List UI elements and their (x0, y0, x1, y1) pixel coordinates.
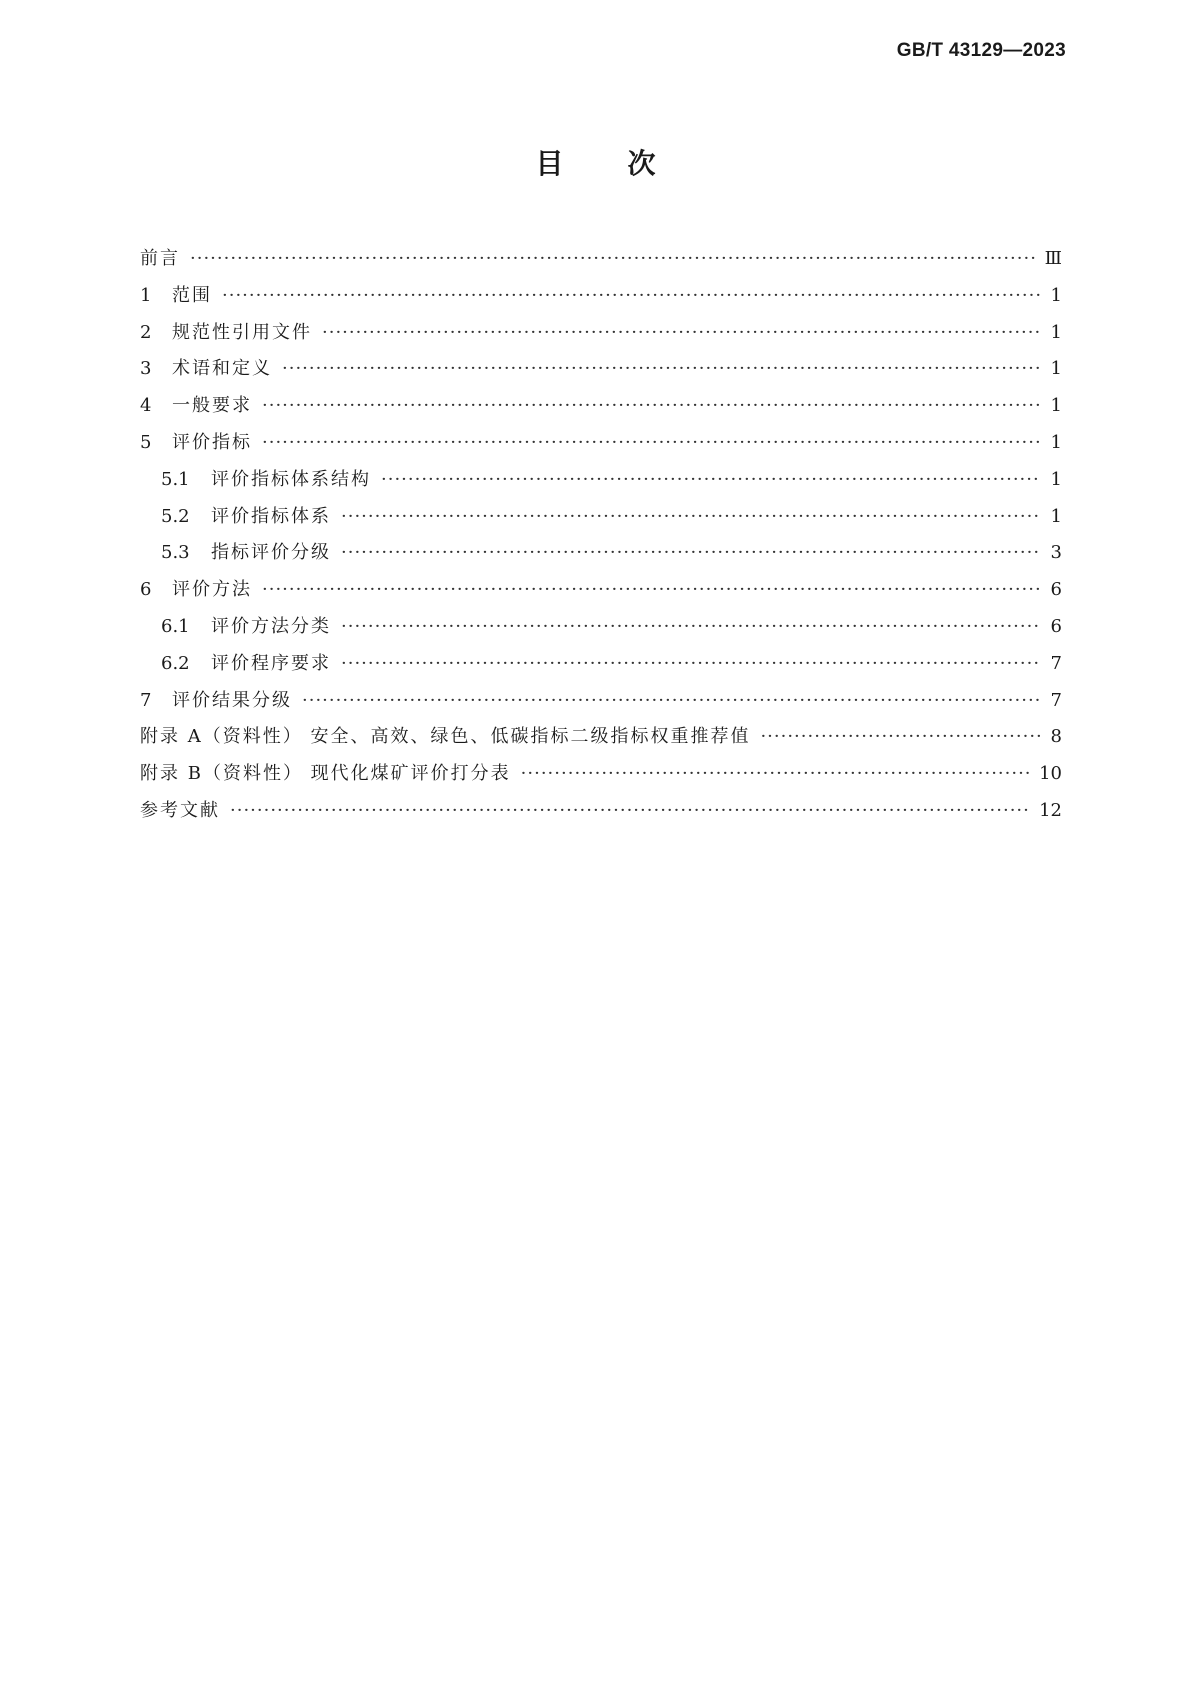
toc-entry-label: 评价方法 (172, 579, 252, 601)
toc-entry-label: 一般要求 (172, 395, 252, 417)
toc-entry[interactable] (140, 683, 1062, 720)
toc-entry-page: 7 (1050, 652, 1062, 674)
dot-leader (230, 793, 1029, 830)
dot-leader (262, 388, 1040, 425)
toc-entry-number: 1 (140, 284, 152, 306)
dot-leader (322, 315, 1040, 352)
toc-entry-number: 6.1 (161, 615, 190, 637)
toc-entry-page: 10 (1039, 763, 1062, 785)
toc-entry[interactable] (140, 646, 1062, 683)
toc-entry-label: 前言 (140, 248, 180, 269)
toc-entry-label: 评价指标 (172, 431, 252, 453)
dot-leader (302, 683, 1040, 720)
toc-entry-number: 5.3 (161, 542, 190, 564)
toc-entry-number: 6 (140, 579, 152, 601)
dot-leader (341, 499, 1040, 536)
toc-entry-number: 6.2 (161, 652, 190, 674)
dot-leader (282, 351, 1040, 388)
toc-entry[interactable] (140, 351, 1062, 388)
dot-leader (262, 425, 1040, 462)
toc-entry-page: 1 (1050, 395, 1062, 417)
toc-entry-number: 4 (140, 395, 152, 417)
toc-entry-page: Ⅲ (1044, 248, 1062, 269)
toc-entry-page: 1 (1050, 358, 1062, 380)
toc-entry[interactable] (140, 425, 1062, 462)
toc-entry-page: 8 (1050, 726, 1062, 748)
toc-entry-label: 范围 (172, 284, 212, 306)
toc-entry[interactable] (140, 499, 1062, 536)
dot-leader (521, 756, 1029, 793)
toc-entry-label: 附录 A（资料性） 安全、高效、绿色、低碳指标二级指标权重推荐值 (140, 726, 751, 748)
toc-entry[interactable] (140, 241, 1062, 278)
toc-entry-page: 6 (1050, 579, 1062, 601)
dot-leader (341, 646, 1040, 683)
toc-entry[interactable] (140, 315, 1062, 352)
toc-entry-label: 指标评价分级 (211, 542, 331, 564)
toc-entry-label: 附录 B（资料性） 现代化煤矿评价打分表 (140, 763, 511, 785)
dot-leader (760, 719, 1040, 756)
toc-entry-number: 5.1 (161, 468, 190, 490)
toc-entry[interactable] (140, 609, 1062, 646)
toc-entry[interactable] (140, 388, 1062, 425)
toc-title: 目次 (535, 147, 720, 180)
toc-entry-label: 评价指标体系 (211, 505, 331, 527)
toc-entry[interactable] (140, 278, 1062, 315)
toc-entry-label: 评价方法分类 (211, 615, 331, 637)
toc-entry-page: 1 (1050, 468, 1062, 490)
table-of-contents (140, 241, 1062, 830)
toc-entry[interactable] (140, 535, 1062, 572)
toc-entry[interactable] (140, 719, 1062, 756)
toc-entry-label: 评价结果分级 (172, 689, 292, 711)
toc-entry-label: 参考文献 (140, 799, 220, 821)
toc-entry-page: 12 (1039, 799, 1062, 821)
toc-entry-page: 7 (1050, 689, 1062, 711)
toc-entry[interactable] (140, 572, 1062, 609)
toc-entry[interactable] (140, 462, 1062, 499)
toc-entry-page: 3 (1050, 542, 1062, 564)
toc-entry-number: 2 (140, 321, 152, 343)
dot-leader (222, 278, 1040, 315)
toc-entry-page: 6 (1050, 615, 1062, 637)
toc-entry-page: 1 (1050, 431, 1062, 453)
dot-leader (190, 241, 1035, 278)
toc-entry-page: 1 (1050, 321, 1062, 343)
toc-entry-label: 评价程序要求 (211, 652, 331, 674)
toc-entry-number: 5 (140, 431, 152, 453)
toc-entry-page: 1 (1050, 284, 1062, 306)
dot-leader (341, 609, 1040, 646)
toc-entry-page: 1 (1050, 505, 1062, 527)
dot-leader (341, 535, 1040, 572)
toc-entry-number: 7 (140, 689, 152, 711)
toc-entry[interactable] (140, 793, 1062, 830)
toc-entry-number: 3 (140, 358, 152, 380)
toc-entry-label: 评价指标体系结构 (211, 468, 371, 490)
dot-leader (381, 462, 1040, 499)
dot-leader (262, 572, 1040, 609)
toc-entry-number: 5.2 (161, 505, 190, 527)
toc-entry-label: 术语和定义 (172, 358, 272, 380)
toc-entry[interactable] (140, 756, 1062, 793)
toc-entry-label: 规范性引用文件 (172, 321, 312, 343)
document-code: GB/T 43129—2023 (896, 40, 1066, 61)
